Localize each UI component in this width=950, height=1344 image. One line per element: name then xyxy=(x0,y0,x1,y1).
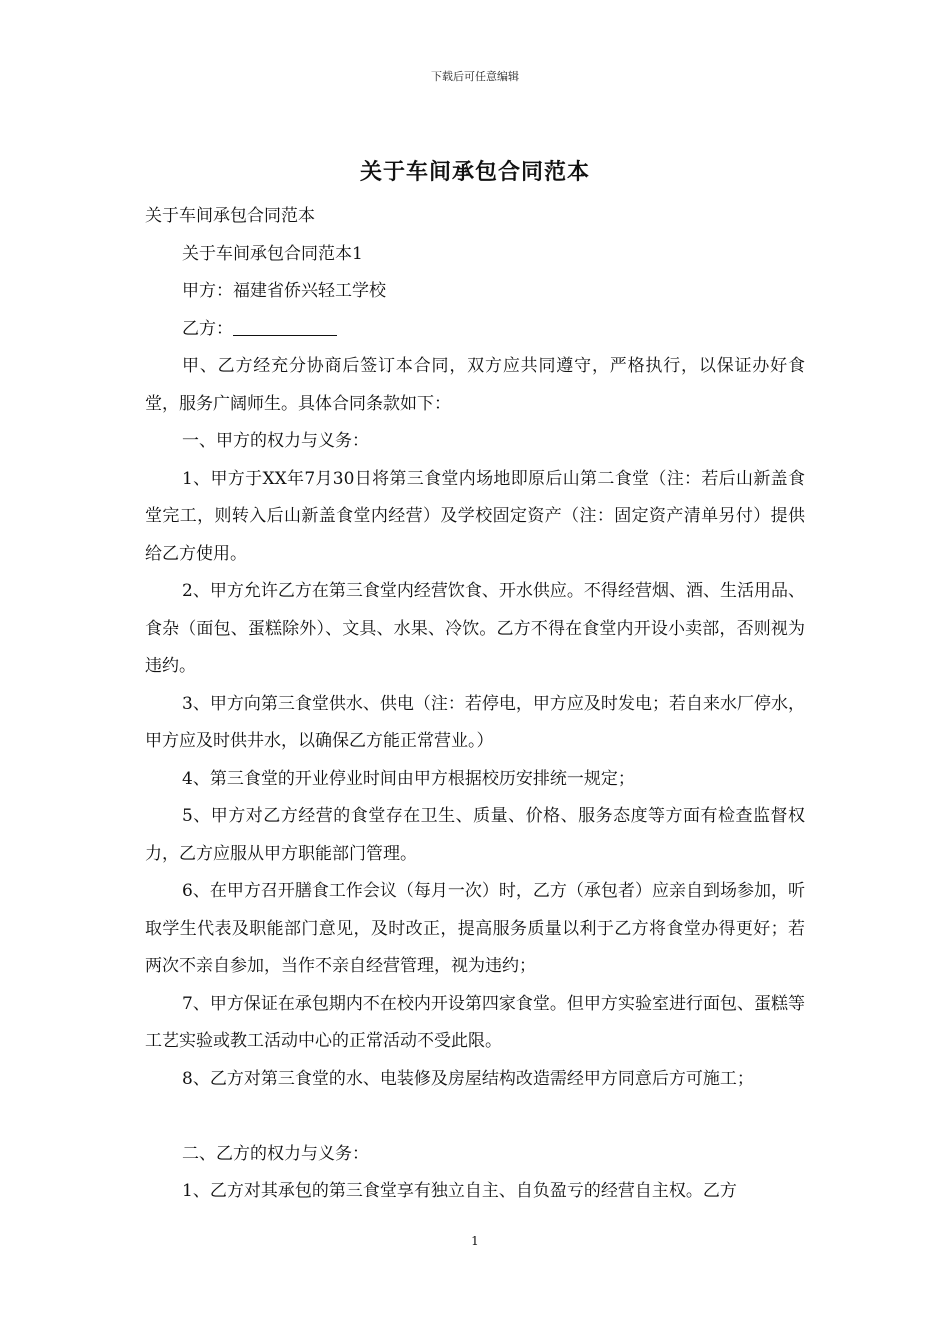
clause-1-7: 7、甲方保证在承包期内不在校内开设第四家食堂。但甲方实验室进行面包、蛋糕等工艺实验或教工活动中心的正常活动不受此限。 xyxy=(145,993,805,1051)
clause-1-2: 2、甲方允许乙方在第三食堂内经营饮食、开水供应。不得经营烟、酒、生活用品、食杂（面包、蛋糕除外）、文具、水果、冷饮。乙方不得在食堂内开设小卖部，否则视为违约。 xyxy=(145,581,805,676)
clause-1-5: 5、甲方对乙方经营的食堂存在卫生、质量、价格、服务态度等方面有检查监督权力，乙方应服从甲方职能部门管理。 xyxy=(145,806,805,864)
party-b-label: 乙方： xyxy=(182,318,233,339)
clause-1-3: 3、甲方向第三食堂供水、供电（注：若停电，甲方应及时发电；若自来水厂停水，甲方应及时供井水，以确保乙方能正常营业。） xyxy=(145,693,805,751)
party-a-line: 甲方：福建省侨兴轻工学校 xyxy=(182,281,386,301)
document-subtitle: 关于车间承包合同范本 xyxy=(145,206,315,226)
clause-1-1: 1、甲方于XX年7月30日将第三食堂内场地即原后山第二食堂（注：若后山新盖食堂完工，则转入后山新盖食堂内经营）及学校固定资产（注：固定资产清单另付）提供给乙方使用。 xyxy=(145,468,805,564)
party-b-blank xyxy=(233,317,337,336)
section-title: 关于车间承包合同范本1 xyxy=(182,243,363,264)
part1-heading: 一、甲方的权力与义务： xyxy=(182,431,369,451)
intro-paragraph: 甲、乙方经充分协商后签订本合同，双方应共同遵守，严格执行，以保证办好食堂，服务广阔师生。具体合同条款如下： xyxy=(145,356,805,414)
paragraph-spacer xyxy=(145,1098,805,1136)
part2-heading: 二、乙方的权力与义务： xyxy=(182,1143,369,1164)
document-body xyxy=(145,198,805,1211)
party-b-line xyxy=(145,311,805,349)
clause-1-4: 4、第三食堂的开业停业时间由甲方根据校历安排统一规定； xyxy=(182,768,635,789)
clause-1-6: 6、在甲方召开膳食工作会议（每月一次）时，乙方（承包者）应亲自到场参加，听取学生代表及职能部门意见，及时改正，提高服务质量以利于乙方将食堂办得更好；若两次不亲自参加，当作不亲自经营管理，视为违约； xyxy=(145,881,805,976)
document-title: 关于车间承包合同范本 xyxy=(359,159,590,185)
clause-1-8: 8、乙方对第三食堂的水、电装修及房屋结构改造需经甲方同意后方可施工； xyxy=(182,1068,754,1089)
clause-2-1: 1、乙方对其承包的第三食堂享有独立自主、自负盈亏的经营自主权。乙方 xyxy=(182,1181,737,1201)
header-note: 下载后可任意编辑 xyxy=(431,70,519,83)
page-number: 1 xyxy=(471,1234,479,1248)
